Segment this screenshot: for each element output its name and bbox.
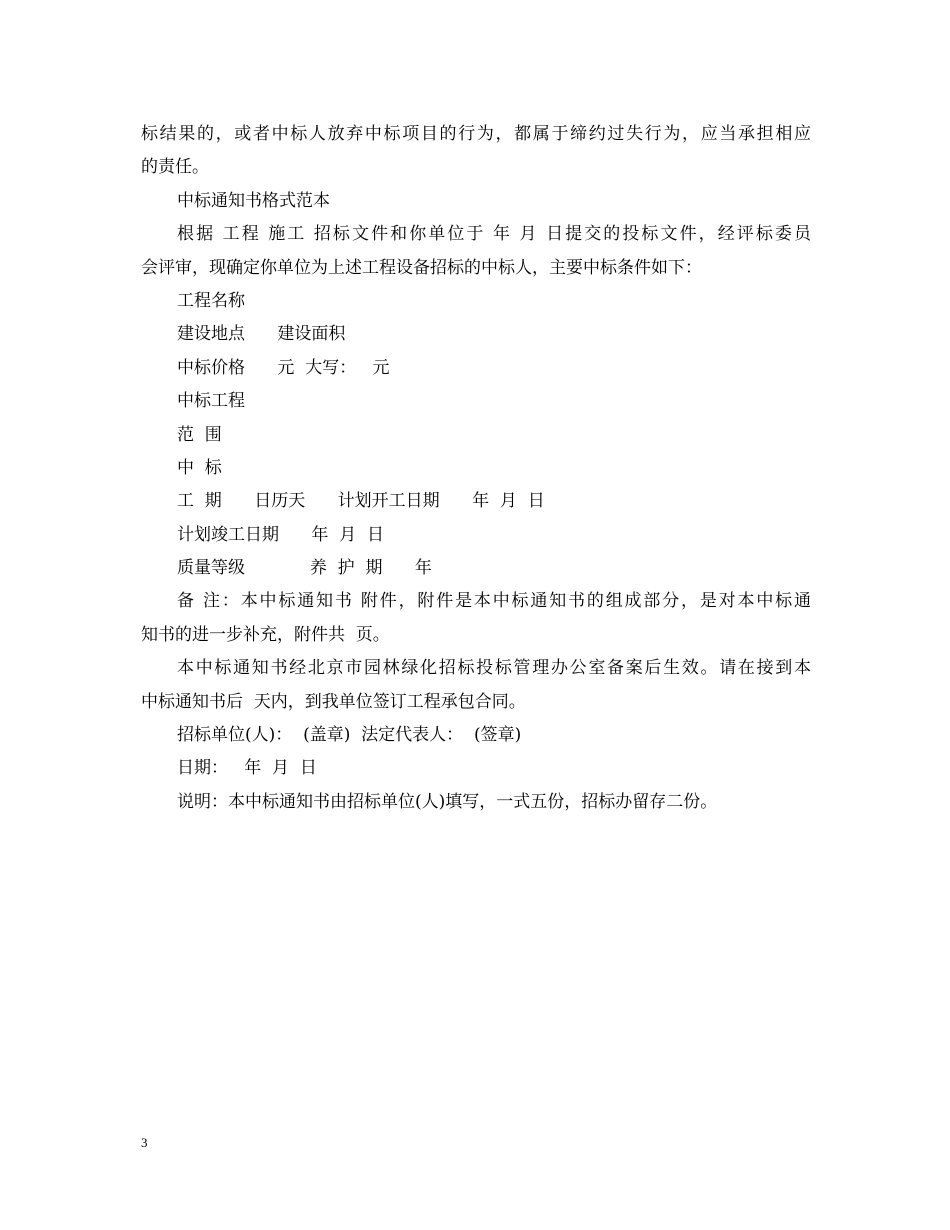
form-field-line: 中标价格 元 大写： 元 [177,357,390,378]
paragraph-line: 根据 工程 施工 招标文件和你单位于 年 月 日提交的投标文件，经评标委员 [177,224,811,245]
note-line: 说明：本中标通知书由招标单位(人)填写，一式五份，招标办留存二份。 [177,791,718,812]
form-field-line: 工 期 日历天 计划开工日期 年 月 日 [177,491,545,512]
paragraph-line: 备 注：本中标通知书 附件，附件是本中标通知书的组成部分，是对本中标通 [177,591,811,612]
paragraph-line: 知书的进一步补充，附件共 页。 [141,624,390,645]
signature-line: 招标单位(人)： (盖章) 法定代表人： (签章) [177,725,522,746]
form-field-line: 计划竣工日期 年 月 日 [177,524,385,545]
form-field-line: 范 围 [177,424,222,445]
paragraph-line: 会评审，现确定你单位为上述工程设备招标的中标人，主要中标条件如下： [141,257,702,278]
paragraph-line: 本中标通知书经北京市园林绿化招标投标管理办公室备案后生效。请在接到本 [177,658,811,679]
form-field-line: 工程名称 [177,290,245,311]
form-field-line: 质量等级 养 护 期 年 [177,558,432,579]
section-heading: 中标通知书格式范本 [177,190,330,211]
form-field-line: 中 标 [177,457,222,478]
form-field-line: 中标工程 [177,391,245,412]
document-body [141,118,811,819]
page-number: 3 [141,1135,148,1150]
paragraph-line: 标结果的，或者中标人放弃中标项目的行为，都属于缔约过失行为，应当承担相应 [141,124,811,144]
paragraph-line: 的责任。 [141,157,209,178]
paragraph-line: 中标通知书后 天内，到我单位签订工程承包合同。 [141,691,526,712]
form-field-line: 建设地点 建设面积 [177,324,346,345]
date-line: 日期： 年 月 日 [177,758,317,779]
